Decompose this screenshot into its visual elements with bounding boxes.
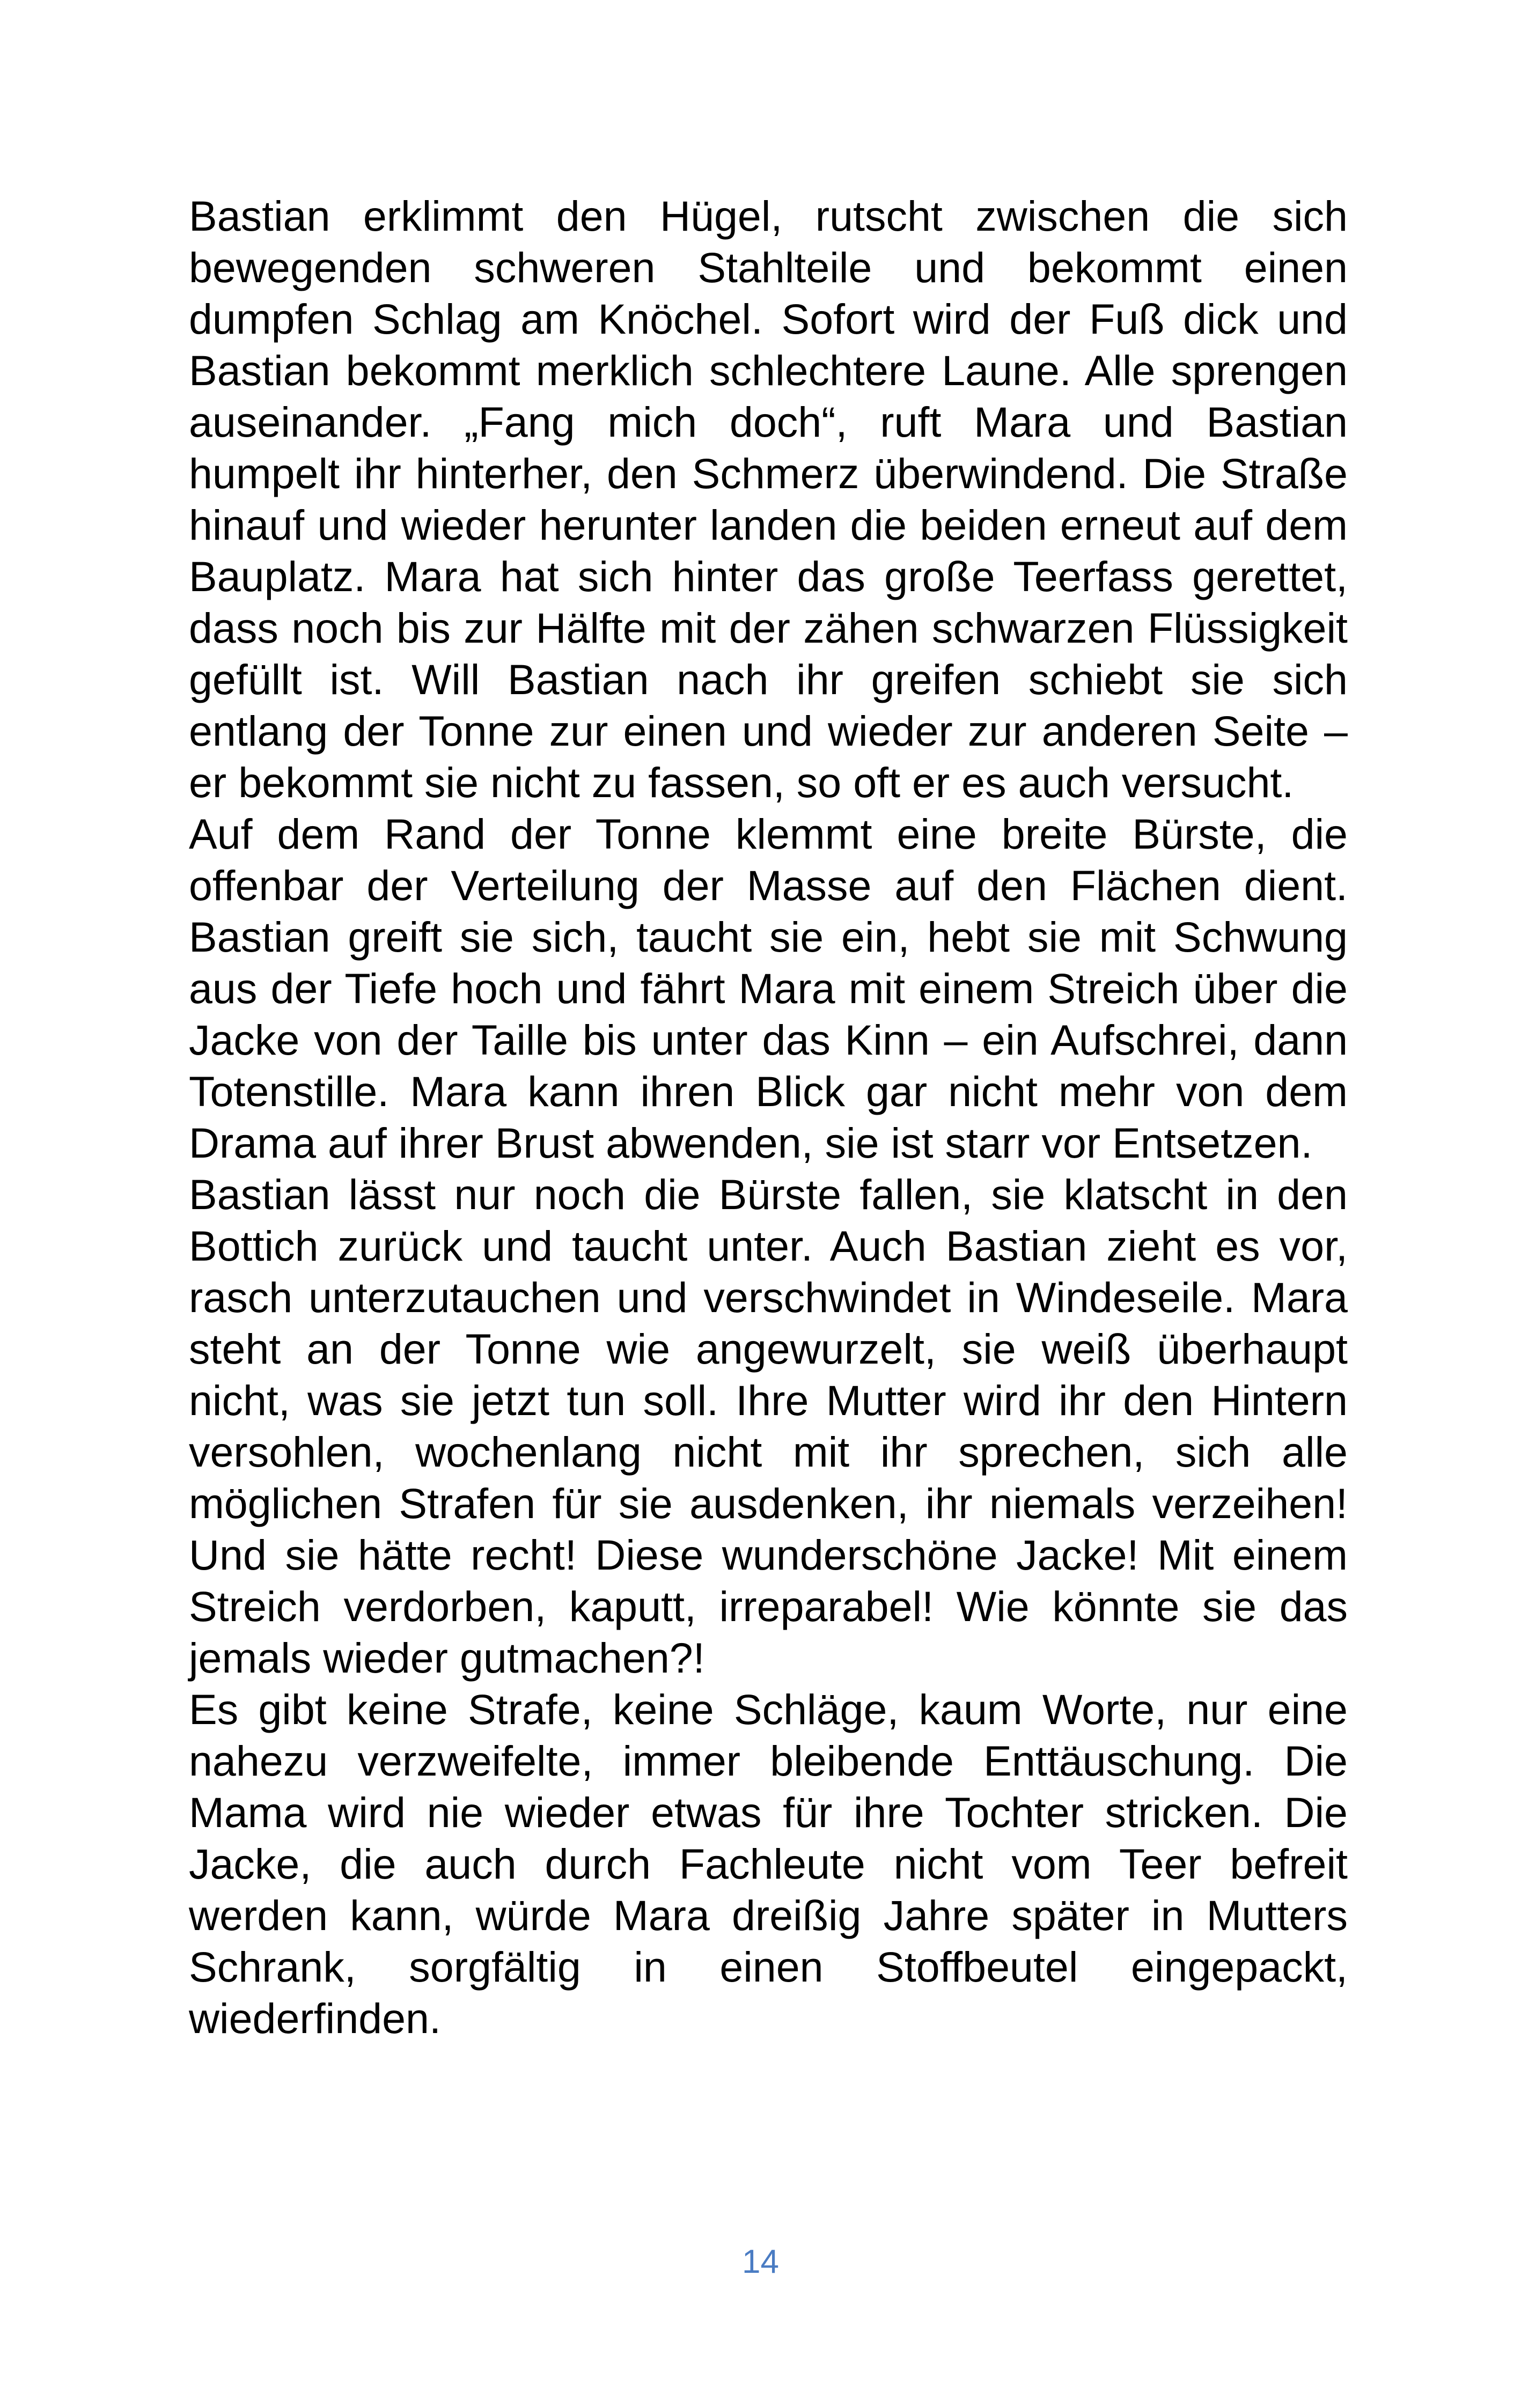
paragraph: Es gibt keine Strafe, keine Schläge, kaum Worte, nur eine nahezu verzweifelte, immer bleibende Enttäuschung. Die Mama wird nie wieder etwas für ihre Tochter stricken. Die Jacke, die auch durch Fachleute nicht vom Teer befreit werden kann, würde Mara dreißig Jahre später in Mutters Schrank, sorgfältig in einen Stoffbeutel eingepackt, wiederfinden. bbox=[189, 1685, 1348, 2042]
paragraph: Auf dem Rand der Tonne klemmt eine breite Bürste, die offenbar der Verteilung der Masse auf den Flächen dient. Bastian greift sie sich, taucht sie ein, hebt sie mit Schwung aus der Tiefe hoch und fährt Mara mit einem Streich über die Jacke von der Taille bis unter das Kinn – ein Aufschrei, dann Totenstille. Mara kann ihren Blick gar nicht mehr von dem Drama auf ihrer Brust abwenden, sie ist starr vor Entsetzen. bbox=[189, 810, 1348, 1167]
paragraph: Bastian lässt nur noch die Bürste fallen, sie klatscht in den Bottich zurück und taucht unter. Auch Bastian zieht es vor, rasch unterzutauchen und verschwindet in Windeseile. Mara steht an der Tonne wie angewurzelt, sie weiß überhaupt nicht, was sie jetzt tun soll. Ihre Mutter wird ihr den Hintern versohlen, wochenlang nicht mit ihr sprechen, sich alle möglichen Strafen für sie ausdenken, ihr niemals verzeihen! Und sie hätte recht! Diese wunderschöne Jacke! Mit einem Streich verdorben, kaputt, irreparabel! Wie könnte sie das jemals wieder gutmachen?! bbox=[189, 1170, 1348, 1682]
page-number: 14 bbox=[742, 2243, 779, 2280]
body-text bbox=[189, 190, 1348, 2044]
paragraph: Bastian erklimmt den Hügel, rutscht zwischen die sich bewegenden schweren Stahlteile und bekommt einen dumpfen Schlag am Knöchel. Sofort wird der Fuß dick und Bastian bekommt merklich schlechtere Laune. Alle sprengen auseinander. „Fang mich doch“, ruft Mara und Bastian humpelt ihr hinterher, den Schmerz überwindend. Die Straße hinauf und wieder herunter landen die beiden erneut auf dem Bauplatz. Mara hat sich hinter das große Teerfass gerettet, dass noch bis zur Hälfte mit der zähen schwarzen Flüssigkeit gefüllt ist. Will Bastian nach ihr greifen schiebt sie sich entlang der Tonne zur einen und wieder zur anderen Seite – er bekommt sie nicht zu fassen, so oft er es auch versucht. bbox=[189, 192, 1348, 806]
